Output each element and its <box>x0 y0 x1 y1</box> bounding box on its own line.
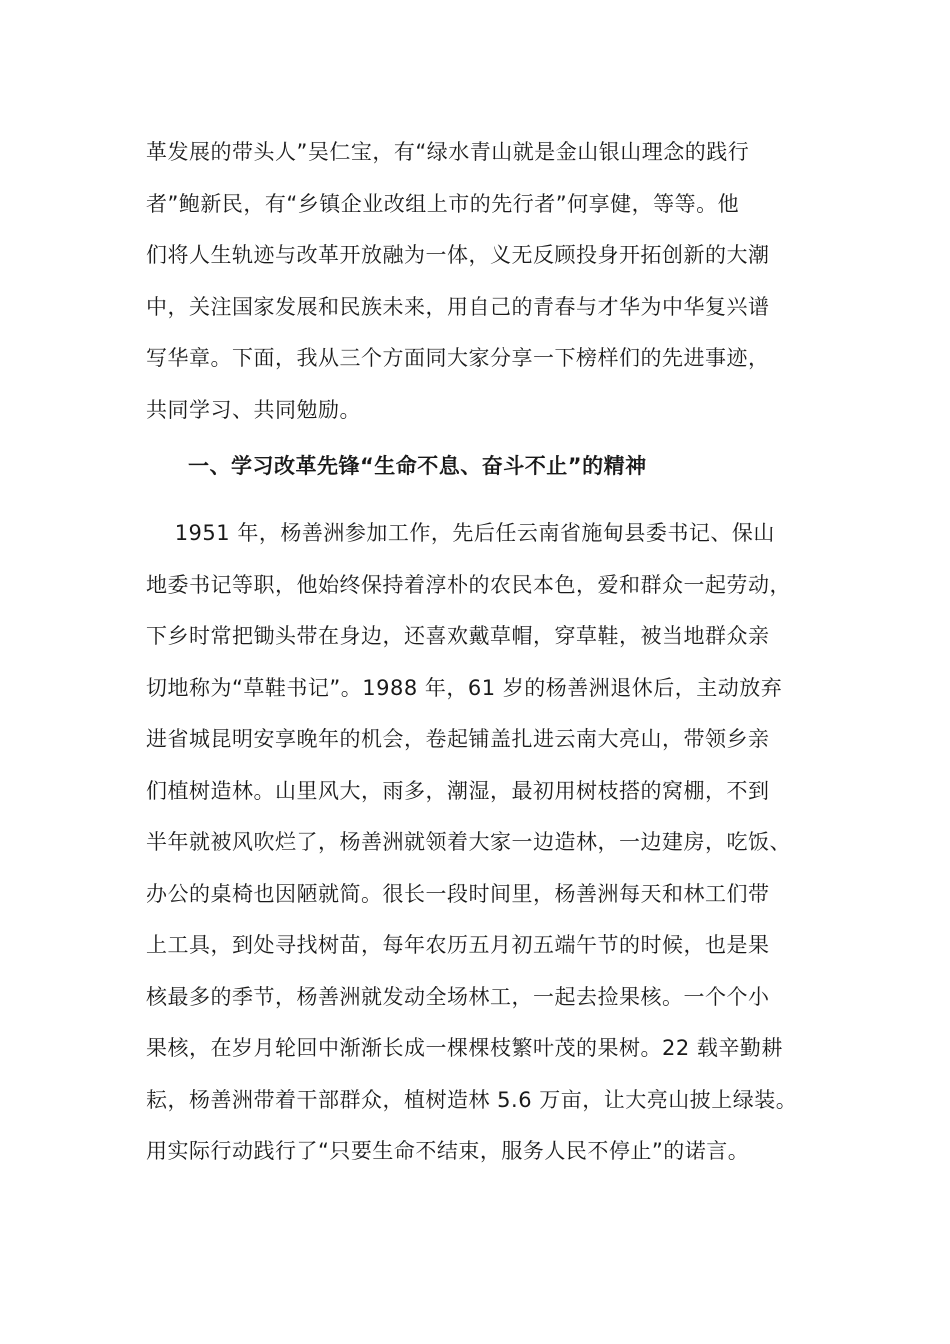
paragraph-line: 中，关注国家发展和民族未来，用自己的青春与才华为中华复兴谱 <box>146 294 770 319</box>
paragraph-line: 下乡时常把锄头带在身边，还喜欢戴草帽，穿草鞋，被当地群众亲 <box>146 624 770 648</box>
paragraph-line: 者”鲍新民，有“乡镇企业改组上市的先行者”何享健，等等。他 <box>146 191 740 216</box>
section-heading-text: 一、学习改革先锋“生命不息、奋斗不止”的精神 <box>188 454 647 478</box>
paragraph-line: 1951 年，杨善洲参加工作，先后任云南省施甸县委书记、保山 <box>146 521 775 545</box>
paragraph-line: 地委书记等职，他始终保持着淳朴的农民本色，爱和群众一起劳动， <box>146 572 791 597</box>
paragraph-line: 上工具，到处寻找树苗，每年农历五月初五端午节的时候，也是果 <box>146 933 770 957</box>
paragraph-line: 核最多的季节，杨善洲就发动全场林工，一起去捡果核。一个个小 <box>146 984 770 1009</box>
paragraph-line: 切地称为“草鞋书记”。1988 年，61 岁的杨善洲退休后，主动放弃 <box>146 675 783 700</box>
paragraph-line: 半年就被风吹烂了，杨善洲就领着大家一边造林，一边建房，吃饭、 <box>146 830 791 854</box>
paragraph-line: 耘，杨善洲带着干部群众，植树造林 5.6 万亩，让大亮山披上绿装。 <box>146 1087 798 1112</box>
paragraph-line: 革发展的带头人”吴仁宝，有“绿水青山就是金山银山理念的践行 <box>146 140 750 164</box>
paragraph-line: 果核，在岁月轮回中渐渐长成一棵棵枝繁叶茂的果树。22 载辛勤耕 <box>146 1036 783 1060</box>
paragraph-line: 们将人生轨迹与改革开放融为一体，义无反顾投身开拓创新的大潮 <box>146 243 770 267</box>
paragraph-line: 们植树造林。山里风大，雨多，潮湿，最初用树枝搭的窝棚，不到 <box>146 778 770 803</box>
paragraph-line: 进省城昆明安享晚年的机会，卷起铺盖扎进云南大亮山，带领乡亲 <box>146 727 770 751</box>
paragraph-intro <box>146 127 806 436</box>
section-heading <box>188 441 848 493</box>
paragraph-line: 办公的桌椅也因陋就简。很长一段时间里，杨善洲每天和林工们带 <box>146 881 770 906</box>
paragraph-yang-shanzhou <box>146 508 806 1178</box>
paragraph-line: 写华章。下面，我从三个方面同大家分享一下榜样们的先进事迹， <box>146 346 770 370</box>
paragraph-line: 用实际行动践行了“只要生命不结束，服务人民不停止”的诺言。 <box>146 1139 750 1163</box>
paragraph-line: 共同学习、共同勉励。 <box>146 397 361 422</box>
